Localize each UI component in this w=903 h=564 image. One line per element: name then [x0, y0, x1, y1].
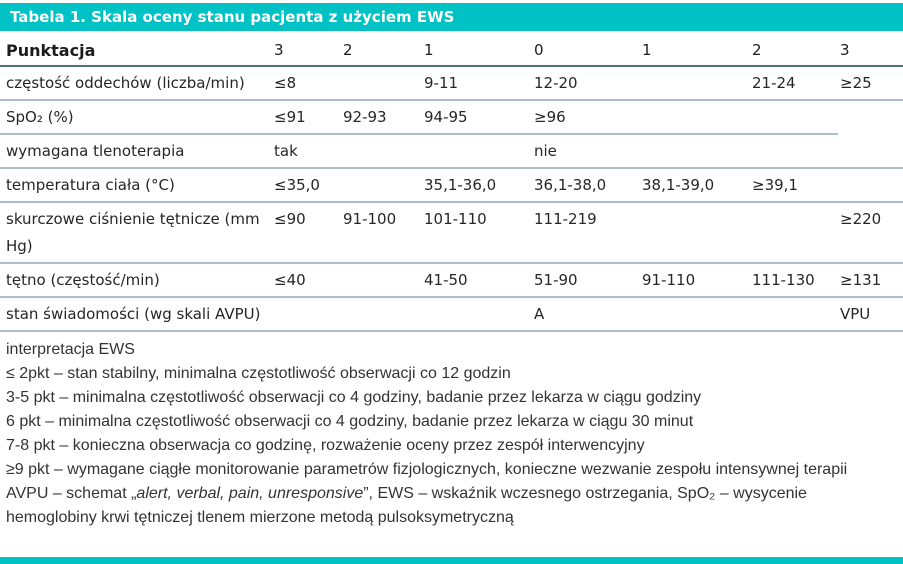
footnote-le2pkt: ≤ 2pkt – stan stabilny, minimalna częstotliwość obserwacji co 12 godzin: [6, 365, 511, 382]
score-cell: [750, 202, 838, 263]
score-cell: nie: [532, 134, 640, 168]
score-cell: tak: [272, 134, 341, 168]
score-cell: [640, 297, 750, 331]
score-cell: 101-110: [422, 202, 532, 263]
table-title: Tabela 1. Skala oceny stanu pacjenta z użyciem EWS: [10, 8, 455, 26]
score-header-row: [0, 31, 903, 66]
score-col-1-left: 1: [422, 31, 532, 66]
score-cell: [750, 134, 838, 168]
footnote-ge9pkt: ≥9 pkt – wymagane ciągłe monitorowanie parametrów fizjologicznych, konieczne wezwanie zespołu intensywnej terapii: [6, 461, 848, 478]
row-label: temperatura ciała (°C): [0, 168, 272, 202]
score-cell: 12-20: [532, 66, 640, 100]
score-cell: [640, 100, 750, 134]
table-row: [0, 263, 903, 297]
ews-table-page: [0, 3, 903, 530]
score-cell: 38,1-39,0: [640, 168, 750, 202]
row-label: wymagana tlenoterapia: [0, 134, 272, 168]
score-col-2-left: 2: [341, 31, 422, 66]
row-label: tętno (częstość/min): [0, 263, 272, 297]
score-cell: [838, 134, 903, 168]
score-col-0: 0: [532, 31, 640, 66]
footnote-6pkt: 6 pkt – minimalna częstotliwość obserwacji co 4 godziny, badanie przez lekarza w ciągu 30 minut: [6, 413, 694, 430]
score-col-3-left: 3: [272, 31, 341, 66]
score-cell: ≥220: [838, 202, 903, 263]
score-cell: [341, 66, 422, 100]
score-cell: ≤90: [272, 202, 341, 263]
score-cell: 111-219: [532, 202, 640, 263]
score-cell: [341, 297, 422, 331]
abbrev-prefix: AVPU – schemat „: [6, 485, 137, 502]
table-row: [0, 134, 903, 168]
score-cell: [750, 100, 838, 134]
score-cell: [640, 66, 750, 100]
score-cell: A: [532, 297, 640, 331]
score-col-2-right: 2: [750, 31, 838, 66]
score-cell: ≤40: [272, 263, 341, 297]
score-cell: ≥39,1: [750, 168, 838, 202]
table-title-bar: [0, 3, 903, 31]
abbrev-avpu-italic: alert, verbal, pain, unresponsive: [136, 485, 364, 502]
table-row: [0, 168, 903, 202]
footnote-abbreviations: [6, 482, 858, 530]
score-cell: [422, 297, 532, 331]
score-cell: [750, 297, 838, 331]
row-label: stan świadomości (wg skali AVPU): [0, 297, 272, 331]
footnote-3-5pkt: 3-5 pkt – minimalna częstotliwość obserwacji co 4 godziny, badanie przez lekarza w ciągu godziny: [6, 389, 702, 406]
score-cell: 41-50: [422, 263, 532, 297]
score-cell: 91-110: [640, 263, 750, 297]
score-cell: 92-93: [341, 100, 422, 134]
score-cell: 9-11: [422, 66, 532, 100]
score-cell: [838, 100, 903, 134]
score-cell: ≥25: [838, 66, 903, 100]
footnote-interpretation-heading: interpretacja EWS: [6, 341, 135, 358]
score-cell: 36,1-38,0: [532, 168, 640, 202]
score-cell: [640, 202, 750, 263]
score-col-1-right: 1: [640, 31, 750, 66]
score-cell: [341, 263, 422, 297]
abbrev-suffix: ”, EWS – wskaźnik wczesnego ostrzegania, SpO₂ – wysycenie hemoglobiny krwi tętniczej tlenem mierzone metodą pulsoksymetryczną: [6, 485, 807, 526]
score-cell: 21-24: [750, 66, 838, 100]
score-cell: ≥96: [532, 100, 640, 134]
score-cell: 35,1-36,0: [422, 168, 532, 202]
ews-score-table: [0, 31, 903, 332]
row-label: częstość oddechów (liczba/min): [0, 66, 272, 100]
score-cell: [272, 297, 341, 331]
score-cell: VPU: [838, 297, 903, 331]
row-label: SpO₂ (%): [0, 100, 272, 134]
score-col-3-right: 3: [838, 31, 903, 66]
score-header-label: Punktacja: [0, 31, 272, 66]
score-cell: [838, 168, 903, 202]
score-cell: [341, 134, 422, 168]
score-cell: [640, 134, 750, 168]
score-cell: 94-95: [422, 100, 532, 134]
row-label: skurczowe ciśnienie tętnicze (mm Hg): [0, 202, 272, 263]
score-cell: [341, 168, 422, 202]
score-cell: ≥131: [838, 263, 903, 297]
score-cell: [422, 134, 532, 168]
table-row: [0, 100, 903, 134]
score-cell: 51-90: [532, 263, 640, 297]
score-cell: ≤35,0: [272, 168, 341, 202]
footnote-7-8pkt: 7-8 pkt – konieczna obserwacja co godzinę, rozważenie oceny przez zespół interwencyjny: [6, 437, 645, 454]
score-cell: 91-100: [341, 202, 422, 263]
score-cell: 111-130: [750, 263, 838, 297]
table-row: [0, 66, 903, 100]
table-row: [0, 297, 903, 331]
score-cell: ≤8: [272, 66, 341, 100]
table-row: [0, 202, 903, 263]
score-cell: ≤91: [272, 100, 341, 134]
footnotes: [0, 332, 903, 530]
